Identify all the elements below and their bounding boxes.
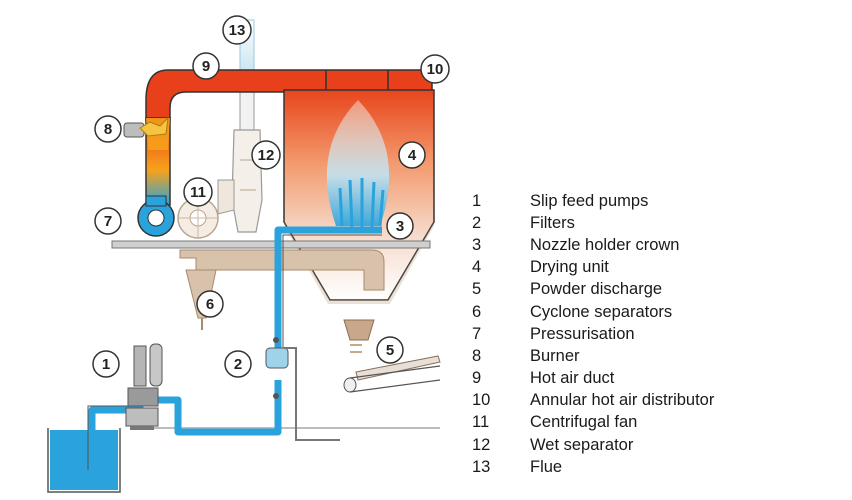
- slip-feed-pump: [126, 344, 162, 430]
- svg-text:13: 13: [228, 22, 246, 39]
- callout-2: [225, 351, 251, 377]
- legend-label: Pressurisation: [530, 324, 635, 343]
- svg-text:7: 7: [103, 213, 113, 230]
- callout-10: [421, 55, 449, 83]
- legend-number: 10: [472, 391, 491, 410]
- legend: [472, 190, 714, 478]
- legend-number: 2: [472, 213, 482, 232]
- legend-label: Hot air duct: [530, 369, 615, 388]
- svg-text:12: 12: [257, 147, 275, 164]
- callout-7: [95, 208, 121, 234]
- legend-number: 9: [472, 369, 482, 388]
- legend-item: [472, 368, 714, 390]
- legend-label: Annular hot air distributor: [530, 391, 715, 410]
- legend-item: [472, 234, 714, 256]
- legend-item: [472, 456, 714, 478]
- legend-number: 11: [472, 413, 490, 432]
- legend-item: [472, 279, 714, 301]
- legend-label: Centrifugal fan: [530, 413, 638, 432]
- legend-item: [472, 323, 714, 345]
- legend-item: [472, 390, 714, 412]
- svg-text:3: 3: [395, 218, 405, 235]
- legend-item: [472, 434, 714, 456]
- legend-label: Flue: [530, 457, 563, 476]
- callout-8: [95, 116, 121, 142]
- legend-item: [472, 257, 714, 279]
- svg-text:2: 2: [233, 356, 243, 373]
- legend-number: 4: [472, 258, 482, 277]
- callout-11: [184, 178, 212, 206]
- slip-tank: [48, 428, 120, 492]
- legend-item: [472, 345, 714, 367]
- svg-text:9: 9: [201, 58, 211, 75]
- legend-label: Slip feed pumps: [530, 191, 649, 210]
- drying-unit: [284, 90, 434, 304]
- legend-label: Drying unit: [530, 258, 609, 277]
- legend-label: Filters: [530, 213, 575, 232]
- svg-text:11: 11: [190, 184, 206, 201]
- svg-text:10: 10: [426, 61, 444, 78]
- legend-number: 6: [472, 302, 482, 321]
- legend-item: [472, 212, 714, 234]
- callout-1: [93, 351, 119, 377]
- legend-number: 13: [472, 457, 491, 476]
- svg-text:4: 4: [407, 147, 417, 164]
- svg-text:5: 5: [385, 342, 395, 359]
- legend-label: Burner: [530, 346, 580, 365]
- svg-text:8: 8: [103, 121, 113, 138]
- legend-item: [472, 412, 714, 434]
- svg-text:1: 1: [101, 356, 111, 373]
- legend-label: Wet separator: [530, 435, 634, 454]
- legend-number: 3: [472, 235, 482, 254]
- legend-label: Powder discharge: [530, 280, 663, 299]
- callout-6: [197, 291, 223, 317]
- legend-number: 1: [472, 191, 482, 210]
- callout-3: [387, 213, 413, 239]
- legend-item: [472, 190, 714, 212]
- callout-5: [377, 337, 403, 363]
- callout-4: [399, 142, 425, 168]
- callout-12: [252, 141, 280, 169]
- legend-number: 7: [472, 324, 482, 343]
- svg-text:6: 6: [205, 296, 215, 313]
- callout-9: [193, 53, 219, 79]
- platform: [112, 241, 430, 248]
- legend-label: Cyclone separators: [530, 302, 673, 321]
- legend-number: 5: [472, 280, 482, 299]
- legend-number: 12: [472, 435, 491, 454]
- legend-number: 8: [472, 346, 482, 365]
- callout-13: [223, 16, 251, 44]
- legend-item: [472, 301, 714, 323]
- legend-label: Nozzle holder crown: [530, 235, 680, 254]
